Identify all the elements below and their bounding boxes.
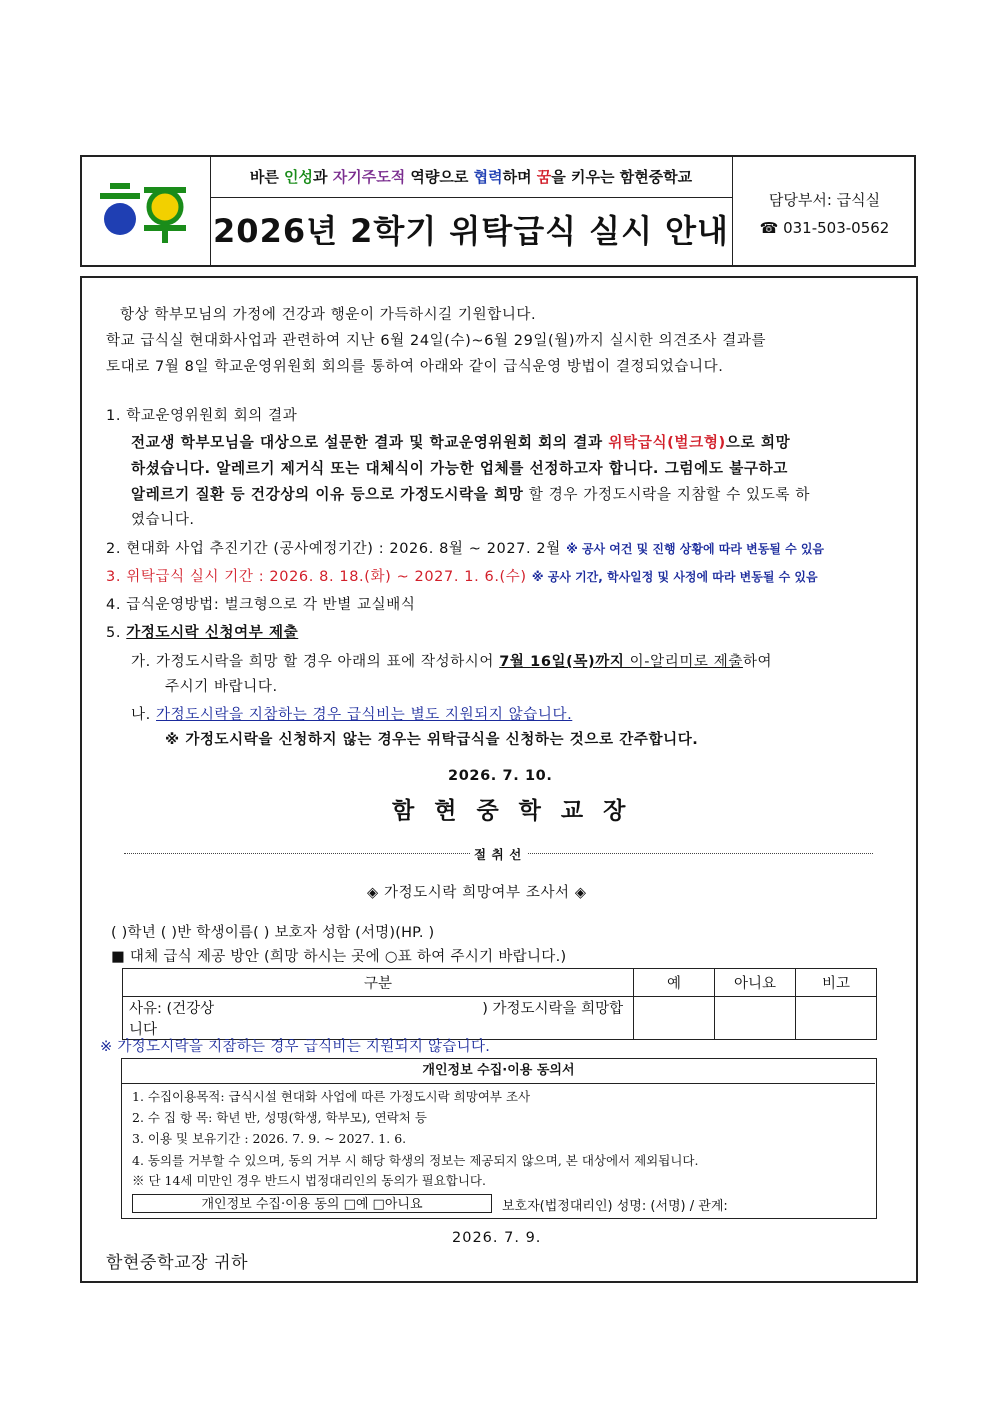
notice-date: 2026. 7. 10. [448, 768, 553, 784]
footer-date: 2026. 7. 9. [452, 1230, 542, 1246]
consent-line-1: 1. 수집이용목적: 급식시설 현대화 사업에 따른 가정도시락 희망여부 조사 [132, 1089, 531, 1104]
consent-line-5: ※ 단 14세 미만인 경우 반드시 법정대리인의 동의가 필요합니다. [132, 1173, 486, 1188]
principal-signature: 함 현 중 학 교 장 [392, 798, 632, 824]
form-warning: ※ 가정도시락을 지참하는 경우 급식비는 지원되지 않습니다. [100, 1039, 491, 1055]
logo-cell [82, 157, 211, 265]
consent-line-2: 2. 수 집 항 목: 학년 반, 성명(학생, 학부모), 연락처 등 [132, 1110, 427, 1125]
yes-cell[interactable] [634, 997, 715, 1040]
school-slogan: 바른 인성과 자기주도적 역량으로 협력하며 꿈을 키우는 함현중학교 [210, 157, 732, 198]
section-5a-line-2: 주시기 바랍니다. [165, 679, 278, 695]
section-1-line-3: 알레르기 질환 등 건강상의 이유 등으로 가정도시락을 희망 할 경우 가정도시락을 지참할 수 있도록 하 [131, 486, 811, 503]
department-label: 담당부서: 급식실 [768, 191, 881, 209]
cut-line-label: 절 취 선 [474, 847, 522, 862]
page-title: 2026년 2학기 위탁급식 실시 안내 [213, 212, 729, 250]
section-1-line-2: 하셨습니다. 알레르기 제거식 또는 대체식이 가능한 업체를 선정하고자 합니다. 그럼에도 불구하고 [131, 460, 789, 477]
section-5b: 나. 가정도시락을 지참하는 경우 급식비는 별도 지원되지 않습니다. [131, 707, 573, 723]
guardian-signature-line: 보호자(법정대리인) 성명: (서명) / 관계: [502, 1199, 728, 1214]
note-cell[interactable] [796, 997, 877, 1040]
consent-box [121, 1058, 877, 1219]
contact-cell [733, 157, 916, 265]
col-header-yes: 예 [634, 969, 715, 997]
form-instruction: ■ 대체 급식 제공 방안 (희망 하시는 곳에 ○표 하여 주시기 바랍니다.) [111, 949, 567, 965]
footer-recipient: 함현중학교장 귀하 [106, 1253, 249, 1273]
cut-line-right [528, 853, 873, 854]
school-logo-icon [82, 157, 210, 265]
col-header-category: 구분 [123, 969, 634, 997]
section-2: 2. 현대화 사업 추진기간 (공사예정기간) : 2026. 8월 ~ 2027. 2월 ※ 공사 여건 및 진행 상황에 따라 변동될 수 있음 [106, 541, 825, 557]
reason-cell[interactable]: 사유: (건강상 ) 가정도시락을 희망합니다 [123, 997, 634, 1040]
no-cell[interactable] [715, 997, 796, 1040]
consent-title: 개인정보 수집·이용 동의서 [122, 1059, 875, 1084]
header-table [80, 155, 916, 267]
section-3: 3. 위탁급식 실시 기간 : 2026. 8. 18.(화) ~ 2027. 1. 6.(수) ※ 공사 기간, 학사일정 및 사정에 따라 변동될 수 있음 [106, 569, 818, 585]
title-cell [210, 157, 733, 265]
section-5a-line-1: 가. 가정도시락을 희망 할 경우 아래의 표에 작성하시어 7월 16일(목)까지 이-알리미로 제출하여 [131, 654, 773, 670]
consent-line-4: 4. 동의를 거부할 수 있으며, 동의 거부 시 해당 학생의 정보는 제공되지 않으며, 본 대상에서 제외됩니다. [132, 1153, 699, 1168]
col-header-no: 아니요 [715, 969, 796, 997]
section-1-line-1: 전교생 학부모님을 대상으로 설문한 결과 및 학교운영위원회 회의 결과 위탁급식(벌크형)으로 희망 [131, 434, 791, 451]
section-4: 4. 급식운영방법: 벌크형으로 각 반별 교실배식 [106, 597, 416, 613]
student-info-line: ( )학년 ( )반 학생이름( ) 보호자 성함 (서명)(HP. ) [111, 925, 435, 941]
cut-line-left [124, 853, 470, 854]
section-1-line-4: 였습니다. [131, 512, 195, 528]
section-1-title: 1. 학교운영위원회 회의 결과 [106, 408, 298, 424]
lunchbox-survey-table [122, 968, 877, 1040]
consent-agree-checkboxes[interactable]: 개인정보 수집·이용 동의 □예 □아니요 [132, 1194, 492, 1213]
phone-number: ☎ 031-503-0562 [759, 219, 890, 237]
section-5-title: 5. 가정도시락 신청여부 제출 [106, 625, 299, 641]
section-5-note: ※ 가정도시락을 신청하지 않는 경우는 위탁급식을 신청하는 것으로 간주합니다. [165, 732, 699, 748]
consent-line-3: 3. 이용 및 보유기간 : 2026. 7. 9. ~ 2027. 1. 6. [132, 1131, 407, 1146]
intro-line-2: 학교 급식실 현대화사업과 관련하여 지난 6월 24일(수)~6월 29일(월)까지 실시한 의견조사 결과를 [106, 333, 767, 349]
intro-line-1: 항상 학부모님의 가정에 건강과 행운이 가득하시길 기원합니다. [120, 307, 537, 323]
intro-line-3: 토대로 7월 8일 학교운영위원회 회의를 통하여 아래와 같이 급식운영 방법이 결정되었습니다. [106, 359, 724, 375]
form-title: ◈ 가정도시락 희망여부 조사서 ◈ [367, 885, 587, 901]
col-header-note: 비고 [796, 969, 877, 997]
